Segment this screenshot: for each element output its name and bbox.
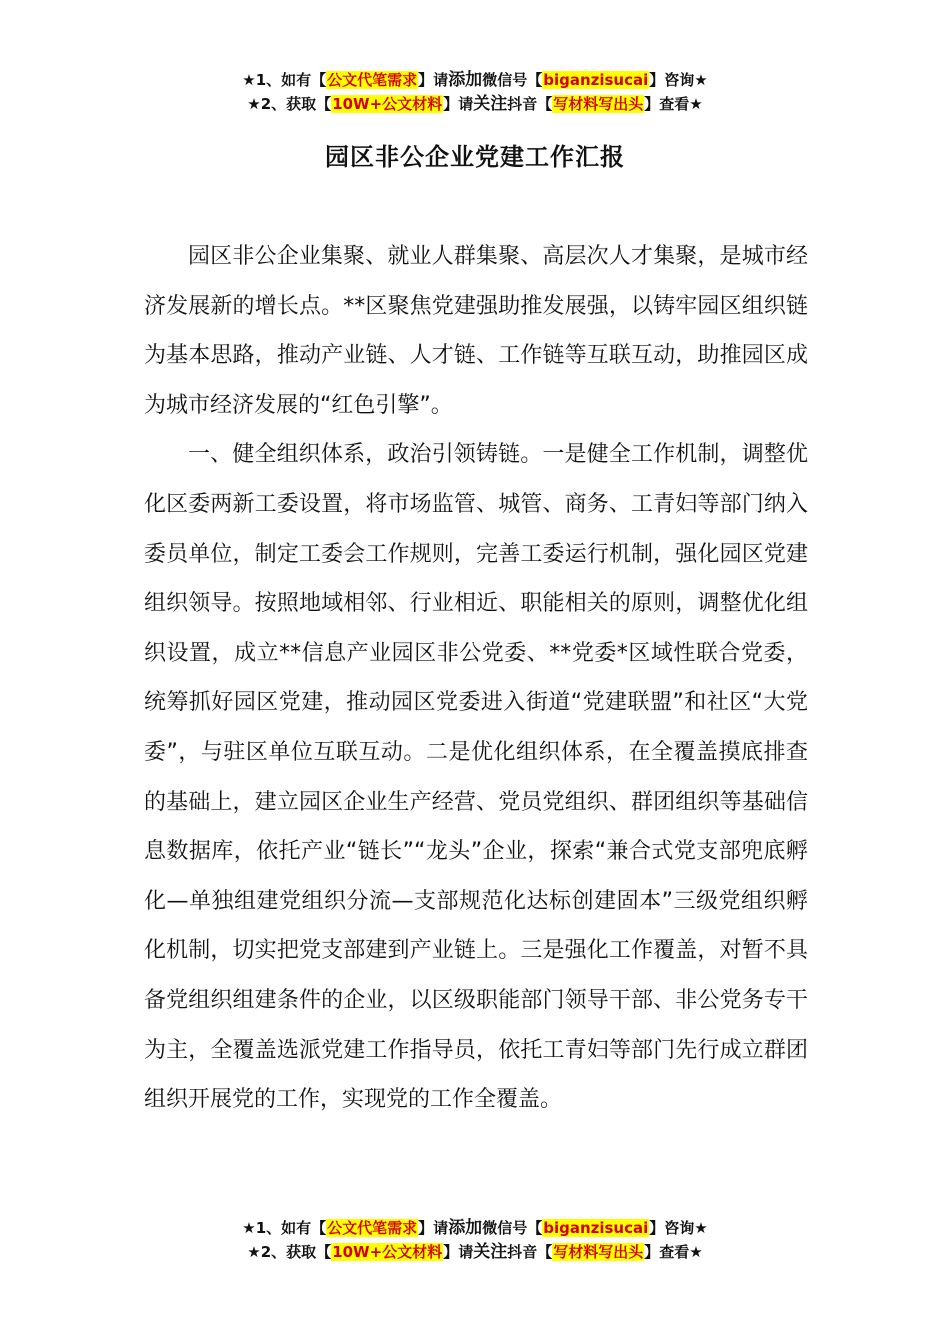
- paragraph-section-1: 一、健全组织体系，政治引领铸链。一是健全工作机制，调整优化区委两新工委设置，将市场监管、城管、商务、工青妇等部门纳入委员单位，制定工委会工作规则，完善工委运行机制，强化园区党建组织领导。按照地域相邻、行业相近、职能相关的原则，调整优化组织设置，成立**信息产业园区非公党委、**党委*区域性联合党委，统筹抓好园区党建，推动园区党委进入街道“党建联盟”和社区“大党委”，与驻区单位互联互动。二是优化组织体系，在全覆盖摸底排查的基础上，建立园区企业生产经营、党员党组织、群团组织等基础信息数据库，依托产业“链长”“龙头”企业，探索“兼合式党支部兜底孵化—单独组建党组织分流—支部规范化达标创建固本”三级党组织孵化机制，切实把党支部建到产业链上。三是强化工作覆盖，对暂不具备党组织组建条件的企业，以区级职能部门领导干部、非公党务专干为主，全覆盖选派党建工作指导员，依托工青妇等部门先行成立群团组织开展党的工作，实现党的工作全覆盖。: [144, 442, 808, 1113]
- paragraph-intro: 园区非公企业集聚、就业人群集聚、高层次人才集聚，是城市经济发展新的增长点。**区聚焦党建强助推发展强，以铸牢园区组织链为基本思路，推动产业链、人才链、工作链等互联互动，助推园区成为城市经济发展的“红色引擎”。: [144, 244, 808, 418]
- banner-line-1: ★1、如有【公文代笔需求】请添加微信号【biganzisucai】咨询★: [242, 70, 708, 90]
- highlight-douyin-account: 写材料写出头: [553, 1243, 644, 1261]
- footer-banner: [0, 1216, 950, 1264]
- highlight-materials: 10W+公文材料: [332, 1243, 443, 1261]
- document-body: [144, 232, 808, 1125]
- highlight-wechat-id: biganzisucai: [543, 1219, 649, 1237]
- document-title: 园区非公企业党建工作汇报: [325, 143, 625, 171]
- banner-line-2: ★2、获取【10W+公文材料】请关注抖音【写材料写出头】查看★: [247, 94, 703, 114]
- highlight-service: 公文代笔需求: [327, 71, 418, 89]
- header-banner: [0, 68, 950, 116]
- highlight-wechat-id: biganzisucai: [543, 71, 649, 89]
- highlight-douyin-account: 写材料写出头: [553, 95, 644, 113]
- highlight-service: 公文代笔需求: [327, 1219, 418, 1237]
- highlight-materials: 10W+公文材料: [332, 95, 443, 113]
- banner-line-1: ★1、如有【公文代笔需求】请添加微信号【biganzisucai】咨询★: [242, 1218, 708, 1238]
- banner-line-2: ★2、获取【10W+公文材料】请关注抖音【写材料写出头】查看★: [247, 1242, 703, 1262]
